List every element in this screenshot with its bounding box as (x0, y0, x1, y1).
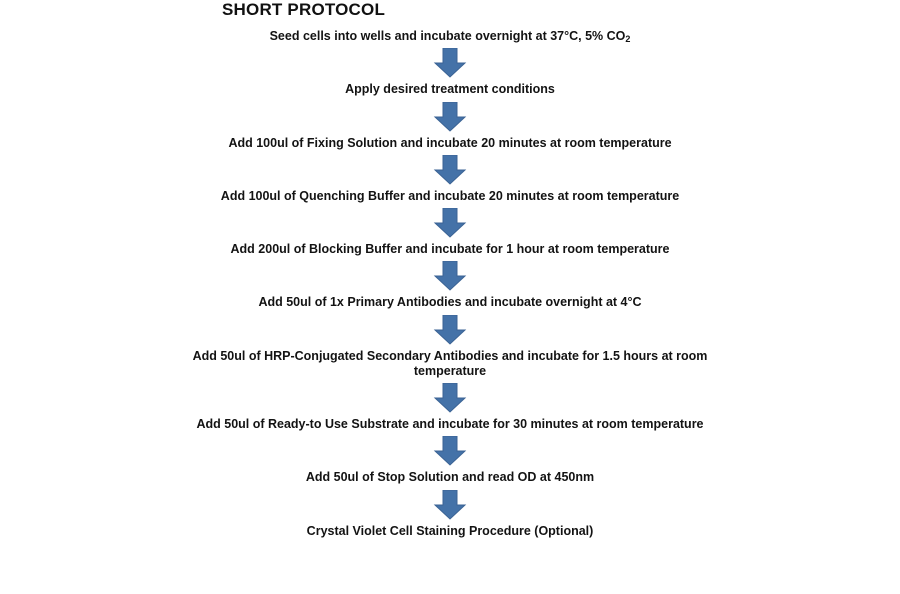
flow-step-subscript: 2 (625, 34, 631, 44)
flow-step: Add 50ul of 1x Primary Antibodies and incubate overnight at 4°C (258, 295, 642, 310)
flow-step: Add 50ul of Ready-to Use Substrate and incubate for 30 minutes at room temperature (196, 417, 704, 431)
flow-step: Add 100ul of Fixing Solution and incubate 20 minutes at room temperature (228, 135, 672, 150)
flow-step: Add 50ul of HRP-Conjugated Secondary Antibodies and incubate for 1.5 hours at room temperature (192, 348, 708, 378)
flow-step: Add 50ul of Stop Solution and read OD at 450nm (305, 470, 595, 485)
down-arrow-icon (433, 155, 467, 185)
flow-step: Add 200ul of Blocking Buffer and incubate for 1 hour at room temperature (230, 242, 670, 256)
down-arrow-icon (433, 315, 467, 345)
down-arrow-icon (433, 261, 467, 291)
page-title: SHORT PROTOCOL (222, 0, 386, 19)
flow-step-text: Seed cells into wells and incubate overnight at 37°C, 5% CO (269, 29, 626, 43)
flow-step: Crystal Violet Cell Staining Procedure (Optional) (306, 523, 594, 538)
flow-step: Apply desired treatment conditions (345, 82, 555, 97)
down-arrow-icon (433, 208, 467, 238)
flow-step (180, 28, 720, 45)
protocol-flow (180, 28, 720, 540)
down-arrow-icon (433, 490, 467, 520)
down-arrow-icon (433, 383, 467, 413)
down-arrow-icon (433, 102, 467, 132)
flow-step: Add 100ul of Quenching Buffer and incubate 20 minutes at room temperature (220, 188, 680, 203)
down-arrow-icon (433, 48, 467, 78)
down-arrow-icon (433, 436, 467, 466)
